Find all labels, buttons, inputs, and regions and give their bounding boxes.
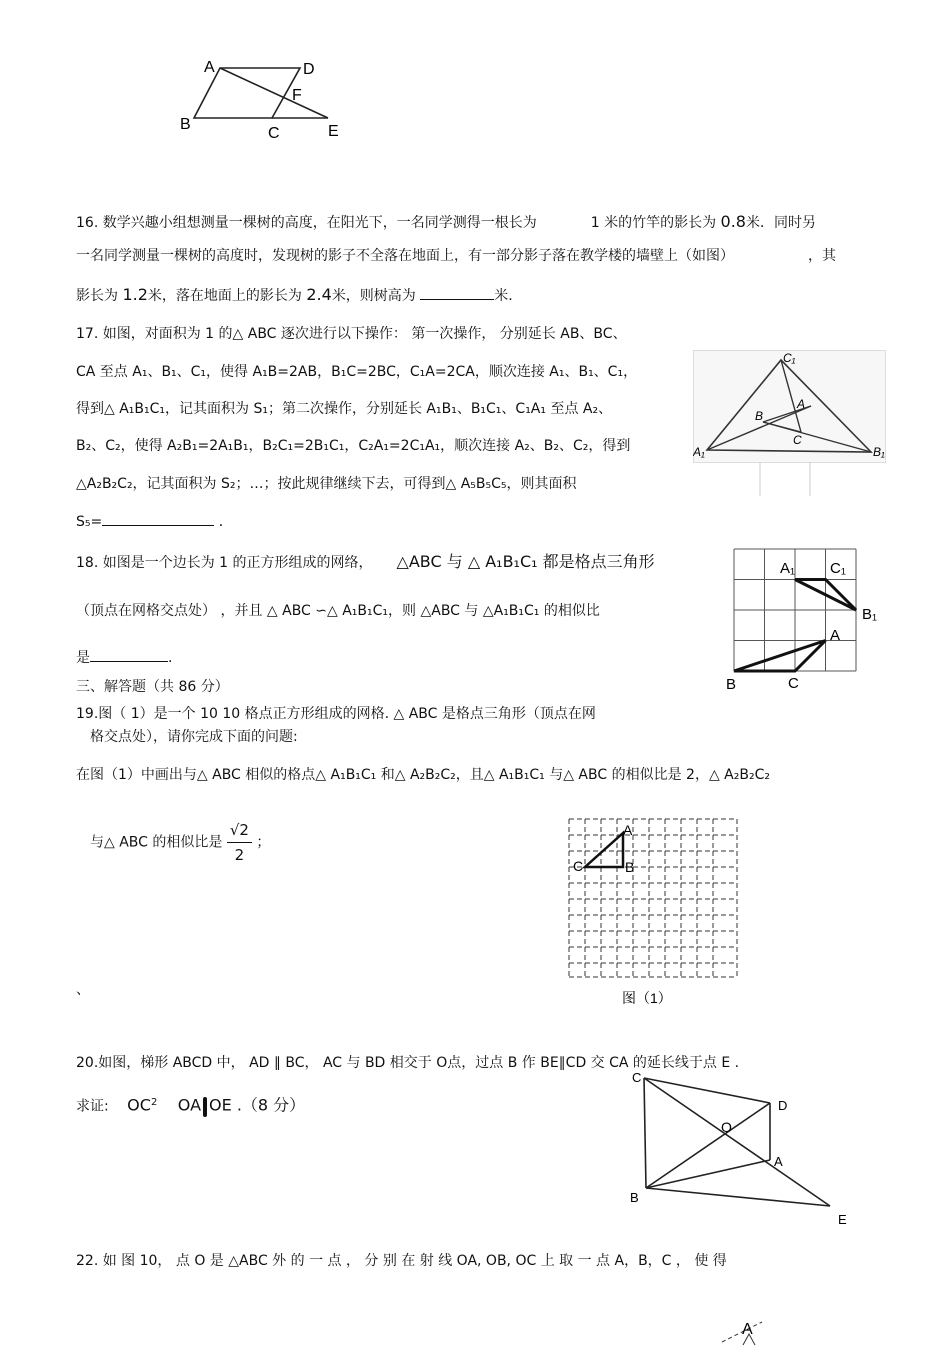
label-a1: A₁ <box>780 560 796 577</box>
label-b: B <box>726 676 737 693</box>
q17-line4: B₂、C₂，使得 A₂B₁=2A₁B₁，B₂C₁=2B₁C₁，C₂A₁=2C₁A₁，顺次连接 A₂、B₂、C₂，得到 <box>76 438 631 454</box>
q17-line2: CA 至点 A₁、B₁、C₁，使得 A₁B=2AB，B₁C=2BC，C₁A=2CA，顺次连接 A₁、B₁、C₁， <box>76 364 638 380</box>
label-d: D <box>778 1098 788 1113</box>
q17-line3: 得到△ A₁B₁C₁，记其面积为 S₁；第二次操作，分别延长 A₁B₁、B₁C₁、C₁A₁ 至点 A₂、 <box>76 401 613 417</box>
label-a: A <box>774 1154 783 1169</box>
q19-grid-figure <box>565 815 743 1007</box>
q17-answer-blank[interactable] <box>102 511 214 526</box>
label-c: C <box>573 858 584 874</box>
q18-answer-blank[interactable] <box>90 647 168 662</box>
q19-line2: 格交点处），请你完成下面的问题: <box>90 729 298 745</box>
q19-line4: 与△ ABC 的相似比是 $\frac{√2}{2}$ ； <box>90 818 270 867</box>
label-b: B <box>625 859 635 875</box>
label-a: A <box>204 59 215 76</box>
triangle-abc <box>734 641 826 672</box>
q18-line2: （顶点在网格交点处） ，并且 △ ABC ∽△ A₁B₁C₁，则 △ABC 与 △A₁B₁C₁ 的相似比 <box>76 603 600 619</box>
seg-bc <box>644 1078 646 1188</box>
q19-mark: 、 <box>76 982 90 998</box>
figure-caption: 图（1） <box>622 990 672 1006</box>
label-b1: B₁ <box>862 606 878 623</box>
q16-answer-blank[interactable] <box>420 285 494 300</box>
label-c: C <box>793 433 802 447</box>
label-f: F <box>292 87 302 104</box>
equal-mark <box>203 1097 207 1117</box>
seg-ba <box>646 1160 770 1188</box>
label-c: C <box>788 675 799 692</box>
q22-line1: 22. 如 图 10， 点 O 是 △ABC 外 的 一 点 ， 分 别 在 射 线 OA, OB, OC 上 取 一 点 A，B，C ， 使 得 <box>76 1253 727 1269</box>
q18-line1: 18. 如图是一个边长为 1 的正方形组成的网络， △ABC 与 △ A₁B₁C₁ 都是格点三角形 <box>76 552 655 571</box>
sqrt2-over-2-fraction: $\frac{√2}{2}$ <box>227 818 252 867</box>
label-d: D <box>303 61 315 78</box>
q20-line2: 求证: $OC^2$ OA OE .（8 分） <box>76 1095 306 1115</box>
label-c1: C₁ <box>783 351 796 365</box>
label-c: C <box>268 125 280 142</box>
label-a1: A₁ <box>693 445 705 459</box>
label-a: A <box>797 397 806 411</box>
q18-grid-figure <box>722 545 884 697</box>
q17-line5: △A₂B₂C₂，记其面积为 S₂；…；按此规律继续下去，可得到△ A₅B₅C₅，则其面积 <box>76 476 577 492</box>
label-b: B <box>630 1190 639 1205</box>
label-b: B <box>180 116 191 133</box>
q19-line3: 在图（1）中画出与△ ABC 相似的格点△ A₁B₁C₁ 和△ A₂B₂C₂，且△ A₁B₁C₁ 与△ ABC 的相似比是 2，△ A₂B₂C₂ <box>76 767 770 783</box>
label-b: B <box>755 409 764 423</box>
label-b1: B₁ <box>873 445 885 459</box>
q20-trapezoid-figure <box>622 1068 862 1228</box>
label-e: E <box>328 123 339 140</box>
q17-triangle-figure <box>693 350 889 498</box>
q20-line1: 20.如图，梯形 ABCD 中， AD ∥ BC， AC 与 BD 相交于 O点，过点 B 作 BE∥CD 交 CA 的延长线于点 E . <box>76 1055 740 1071</box>
label-a: A <box>742 1321 753 1338</box>
q22-figure-fragment <box>718 1312 778 1346</box>
q17-line1: 17. 如图，对面积为 1 的△ ABC 逐次进行以下操作： 第一次操作， 分别延长 AB、BC、 <box>76 326 627 342</box>
label-c1: C₁ <box>830 560 846 577</box>
seg-bd <box>646 1103 770 1188</box>
q17-line6: S₅= ． <box>76 511 233 532</box>
label-c: C <box>632 1070 642 1085</box>
label-e: E <box>838 1212 847 1227</box>
q16-line3: 影长为 1.2米，落在地面上的影长为 2.4米，则树高为 米. <box>76 285 513 304</box>
q18-line3: 是 . <box>76 647 172 668</box>
q16-line1: 16. 数学兴趣小组想测量一棵树的高度，在阳光下，一名同学测得一根长为 1 米的竹竿的影长为 0.8米．同时另 <box>76 212 816 231</box>
q19-line1: 19.图（ 1）是一个 10 10 格点正方形组成的网格. △ ABC 是格点三角形（顶点在网 <box>76 706 596 722</box>
section3-heading: 三、解答题（共 86 分） <box>76 679 229 695</box>
parallelogram-figure <box>170 52 360 152</box>
q16-line2: 一名同学测量一棵树的高度时，发现树的影子不全落在地面上，有一部分影子落在教学楼的墙壁上（如图） ，其 <box>76 248 836 264</box>
label-o: O <box>721 1119 732 1135</box>
label-a: A <box>623 822 633 838</box>
seg-be <box>646 1188 830 1206</box>
label-a: A <box>830 627 841 644</box>
